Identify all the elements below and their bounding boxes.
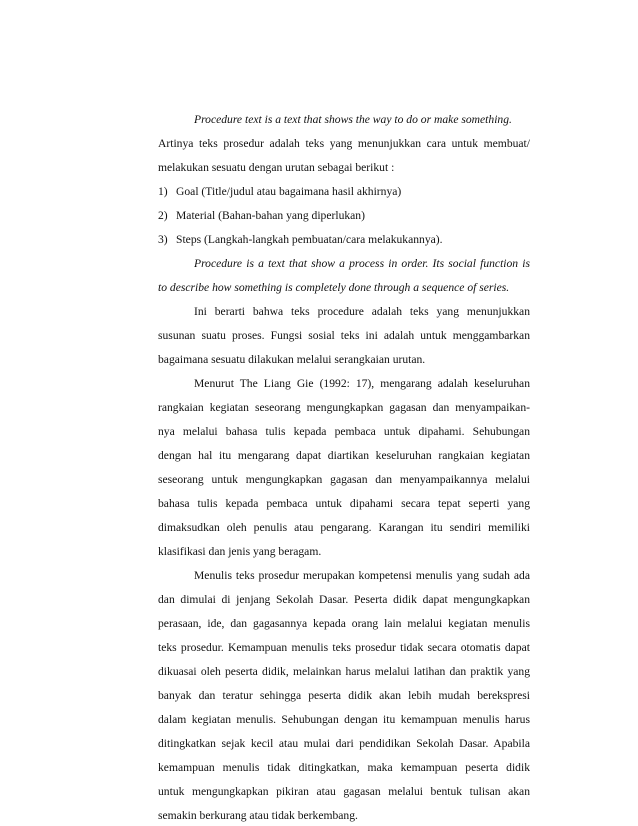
list-number: 1) — [158, 185, 168, 198]
text-line: bagaimana sesuatu dilakukan melalui serangkaian urutan. — [158, 353, 426, 366]
text-line: dan dimulai di jenjang Sekolah Dasar. Peserta didik dapat mengungkapkan — [158, 593, 530, 606]
list-text: Material (Bahan-bahan yang diperlukan) — [176, 209, 365, 222]
text-line: Menurut The Liang Gie (1992: 17), mengarang adalah keseluruhan — [194, 377, 530, 390]
list-text: Steps (Langkah-langkah pembuatan/cara melakukannya). — [176, 233, 443, 246]
text-line: dimaksudkan oleh penulis atau pengarang. Karangan itu sendiri memiliki — [158, 521, 530, 534]
text-line: dengan hal itu mengarang dapat diartikan keseluruhan rangkaian kegiatan — [158, 449, 530, 462]
text-line: nya melalui bahasa tulis kepada pembaca untuk dipahami. Sehubungan — [158, 425, 530, 438]
text-line: bahasa tulis kepada pembaca untuk dipahami secara tepat seperti yang — [158, 497, 530, 510]
text-line: banyak dan teratur sehingga peserta didik akan lebih mudah berekspresi — [158, 689, 530, 702]
text-line: to describe how something is completely done through a sequence of series. — [158, 281, 510, 294]
list-number: 2) — [158, 209, 168, 222]
text-line: dikuasai oleh peserta didik, melainkan harus melalui latihan dan praktik yang — [158, 665, 530, 678]
text-line: Menulis teks prosedur merupakan kompetensi menulis yang sudah ada — [194, 569, 530, 582]
text-line: seseorang untuk mengungkapkan gagasan dan menyampaikannya melalui — [158, 473, 530, 486]
list-text: Goal (Title/judul atau bagaimana hasil akhirnya) — [176, 185, 402, 198]
text-line: ditingkatkan sejak kecil atau mulai dari pendidikan Sekolah Dasar. Apabila — [158, 737, 530, 750]
intro-italic-line: Procedure text is a text that shows the way to do or make something. — [194, 113, 512, 126]
text-line: Artinya teks prosedur adalah teks yang menunjukkan cara untuk membuat/ — [158, 137, 530, 150]
text-line: untuk mengungkapkan pikiran atau gagasan melalui bentuk tulisan akan — [158, 785, 530, 798]
text-line: semakin berkurang atau tidak berkembang. — [158, 809, 358, 822]
text-line: susunan suatu proses. Fungsi sosial teks ini adalah untuk menggambarkan — [158, 329, 530, 342]
text-line: kemampuan menulis tidak ditingkatkan, maka kemampuan peserta didik — [158, 761, 530, 774]
text-line: melakukan sesuatu dengan urutan sebagai berikut : — [158, 161, 395, 174]
text-line: Ini berarti bahwa teks procedure adalah teks yang menunjukkan — [194, 305, 530, 318]
text-line: perasaan, ide, dan gagasannya kepada orang lain melalui kegiatan menulis — [158, 617, 530, 630]
list-item — [158, 185, 530, 199]
list-item — [158, 233, 530, 247]
list-number: 3) — [158, 233, 168, 246]
text-line: dalam kegiatan menulis. Sehubungan dengan itu kemampuan menulis harus — [158, 713, 530, 726]
text-line: rangkaian kegiatan seseorang mengungkapkan gagasan dan menyampaikan- — [158, 401, 530, 414]
text-line: klasifikasi dan jenis yang beragam. — [158, 545, 322, 558]
text-line: Procedure is a text that show a process in order. Its social function is — [194, 257, 530, 270]
text-line: teks prosedur. Kemampuan menulis teks prosedur tidak secara otomatis dapat — [158, 641, 530, 654]
list-item — [158, 209, 530, 223]
